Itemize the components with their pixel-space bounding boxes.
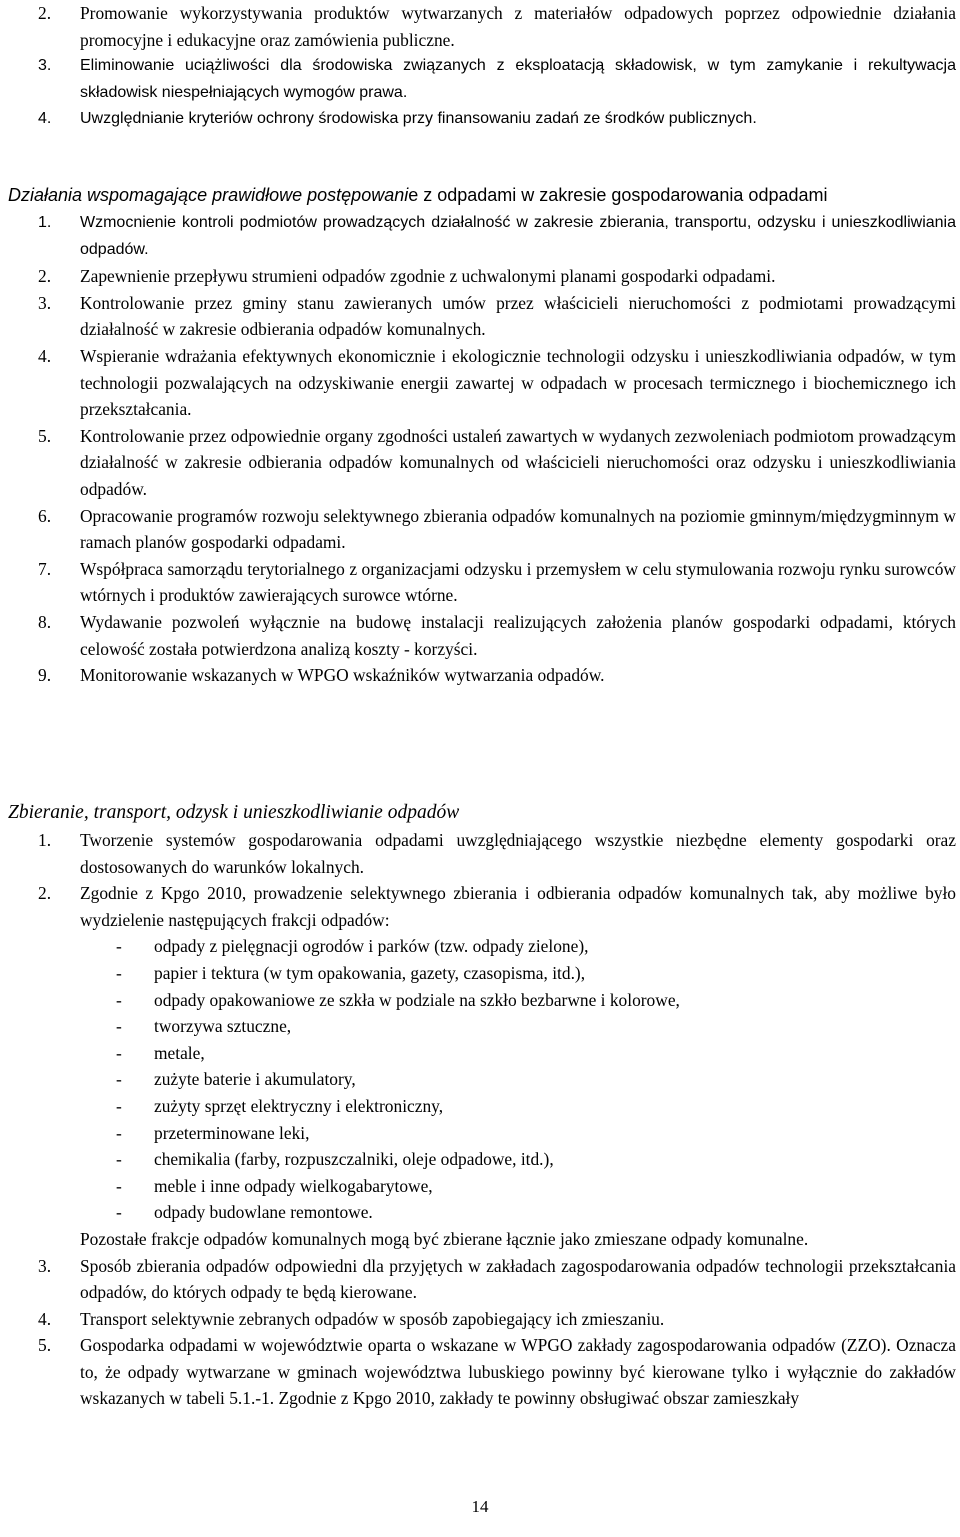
list-item — [8, 1253, 956, 1306]
list-item — [8, 0, 956, 53]
top-list — [8, 0, 956, 133]
remainder-note-text: Pozostałe frakcje odpadów komunalnych mogą być zbierane łącznie jako zmieszane odpady komunalne. — [80, 1228, 809, 1249]
list-item-number: 1. — [38, 830, 52, 850]
fraction-list — [8, 933, 956, 1226]
fraction-text: przeterminowane leki, — [154, 1122, 310, 1143]
fraction-item — [116, 987, 956, 1014]
list-item-number: 1. — [38, 214, 52, 231]
list-item — [8, 880, 956, 933]
dash-bullet: - — [116, 1069, 122, 1090]
list-item-text: Kontrolowanie przez gminy stanu zawieranych umów przez właścicieli nieruchomości z podmiotami prowadzącymi działalność w zakresie odbierania odpadów komunalnych. — [80, 292, 956, 340]
list-item — [8, 1332, 956, 1412]
list-item-number: 4. — [38, 110, 52, 128]
list-item — [8, 556, 956, 609]
list-item-text: Wydawanie pozwoleń wyłącznie na budowę instalacji realizujących założenia planów gospodarki odpadami, których celowość została potwierdzona analizą koszty - korzyści. — [80, 611, 956, 659]
section-heading: Zbieranie, transport, odzysk i unieszkodliwianie odpadów — [8, 802, 460, 823]
list-item-number: 4. — [38, 345, 52, 366]
fraction-text: odpady budowlane remontowe. — [154, 1202, 373, 1223]
fraction-text: meble i inne odpady wielkogabarytowe, — [154, 1175, 433, 1196]
list-item-text: Tworzenie systemów gospodarowania odpadami uwzględniającego wszystkie niezbędne elementy gospodarki oraz dostosowanych do warunków lokalnych. — [80, 830, 956, 877]
list-item-number: 3. — [38, 57, 52, 75]
section-measures — [8, 181, 956, 689]
list-item — [8, 827, 956, 880]
list-item-number: 9. — [38, 665, 52, 686]
fraction-item — [116, 1013, 956, 1040]
list-item-text: Eliminowanie uciążliwości dla środowiska związanych z eksploatacją składowisk, w tym zamykanie i rekultywacja składowisk niespełniających wymogów prawa. — [80, 57, 956, 101]
list-item-text: Kontrolowanie przez odpowiednie organy zgodności ustaleń zawartych w wydanych zezwoleniach podmiotom prowadzącym działalność w zakresie odbierania odpadów komunalnych od właścicieli nieruchomości oraz odzysku i unieszkodliwiania odpadów. — [80, 425, 956, 499]
list-item — [8, 503, 956, 556]
list-item-text: Wspieranie wdrażania efektywnych ekonomicznie i ekologicznie technologii odzysku i unieszkodliwiania odpadów, w tym technologii pozwalających na odzyskiwanie energii zawartej w odpadach w procesach termicznego i biochemicznego ich przekształcania. — [80, 345, 956, 420]
dash-bullet: - — [116, 1149, 122, 1170]
fraction-text: odpady z pielęgnacji ogrodów i parków (tzw. odpady zielone), — [154, 936, 589, 957]
dash-bullet: - — [116, 1202, 122, 1223]
list-item-number: 3. — [38, 292, 52, 313]
list-item — [8, 343, 956, 423]
dash-bullet: - — [116, 1122, 122, 1143]
list-item-number: 5. — [38, 1335, 52, 1356]
fraction-item — [116, 1066, 956, 1093]
fraction-item — [116, 1199, 956, 1226]
list-item-number: 8. — [38, 611, 52, 632]
list-item-text: Monitorowanie wskazanych w WPGO wskaźników wytwarzania odpadów. — [80, 665, 605, 686]
fraction-text: metale, — [154, 1042, 205, 1063]
list-item-number: 2. — [38, 883, 52, 904]
list-item-text: Zapewnienie przepływu strumieni odpadów zgodnie z uchwalonymi planami gospodarki odpadami. — [80, 266, 776, 287]
fraction-text: papier i tektura (w tym opakowania, gazety, czasopisma, itd.), — [154, 962, 586, 983]
list-item — [8, 210, 956, 263]
dash-bullet: - — [116, 1016, 122, 1037]
list-item-number: 3. — [38, 1255, 52, 1276]
fraction-item — [116, 1093, 956, 1120]
list-item-text: Gospodarka odpadami w województwie oparta o wskazane w WPGO zakłady zagospodarowania odpadów (ZZO). Oznacza to, że odpady wytwarzane w gminach województwa lubuskiego powinny być kierowane tylko i wyłącznie do zakładów wskazanych w tabeli 5.1.-1. Zgodnie z Kpgo 2010, zakłady te powinny obsługiwać obszar zamieszkały — [80, 1335, 956, 1409]
fraction-text: tworzywa sztuczne, — [154, 1016, 292, 1037]
fraction-text: zużyte baterie i akumulatory, — [154, 1069, 356, 1090]
dash-bullet: - — [116, 1175, 122, 1196]
list-item-number: 5. — [38, 425, 52, 446]
list-item-text: Opracowanie programów rozwoju selektywnego zbierania odpadów komunalnych na poziomie gminnym/międzygminnym w ramach planów gospodarki odpadami. — [80, 505, 956, 553]
section-heading — [8, 181, 956, 210]
fraction-item — [116, 960, 956, 987]
list-item-number: 2. — [38, 3, 52, 23]
list-item — [8, 263, 956, 290]
dash-bullet: - — [116, 1042, 122, 1063]
list-item-number: 6. — [38, 505, 52, 526]
dash-bullet: - — [116, 962, 122, 983]
fraction-text: chemikalia (farby, rozpuszczalniki, oleje odpadowe, itd.), — [154, 1149, 554, 1170]
list-item-text: Uwzględnianie kryteriów ochrony środowiska przy finansowaniu zadań ze środków publicznych. — [80, 110, 757, 128]
list-item-text: Zgodnie z Kpgo 2010, prowadzenie selektywnego zbierania i odbierania odpadów komunalnych tak, aby możliwe było wydzielenie następujących frakcji odpadów: — [80, 883, 956, 930]
list-item-text: Promowanie wykorzystywania produktów wytwarzanych z materiałów odpadowych poprzez odpowiednie działania promocyjne i edukacyjne oraz zamówienia publiczne. — [80, 3, 956, 50]
dash-bullet: - — [116, 1095, 122, 1116]
fraction-item — [116, 1173, 956, 1200]
list-item — [8, 53, 956, 106]
list-item — [8, 1306, 956, 1333]
dash-bullet: - — [116, 989, 122, 1010]
section-heading-rest: e z odpadami w zakresie gospodarowania odpadami — [408, 185, 828, 205]
fraction-item — [116, 1120, 956, 1147]
page-number: 14 — [471, 1497, 489, 1516]
list-item — [8, 609, 956, 662]
fraction-item — [116, 1040, 956, 1067]
list-item — [8, 106, 956, 133]
fraction-item — [116, 1146, 956, 1173]
list-item — [8, 290, 956, 343]
list-item-number: 2. — [38, 266, 52, 287]
list-item-text: Wzmocnienie kontroli podmiotów prowadzących działalność w zakresie zbierania, transportu, odzysku i unieszkodliwiania odpadów. — [80, 214, 956, 258]
section-heading-italic: Działania wspomagające prawidłowe postępowani — [8, 185, 409, 205]
list-item — [8, 423, 956, 503]
section-collection — [8, 798, 956, 1412]
remainder-note — [8, 1226, 956, 1253]
fraction-item — [116, 933, 956, 960]
list-item-text: Współpraca samorządu terytorialnego z organizacjami odzysku i przemysłem w celu stymulowania rozwoju rynku surowców wtórnych i produktów zawierających surowce wtórne. — [80, 558, 956, 606]
fraction-text: odpady opakowaniowe ze szkła w podziale na szkło bezbarwne i kolorowe, — [154, 989, 680, 1010]
list-item-number: 7. — [38, 558, 52, 579]
list-item-text: Transport selektywnie zebranych odpadów w sposób zapobiegający ich zmieszaniu. — [80, 1308, 665, 1329]
dash-bullet: - — [116, 936, 122, 957]
list-item-text: Sposób zbierania odpadów odpowiedni dla przyjętych w zakładach zagospodarowania odpadów technologii przekształcania odpadów, do których odpady te będą kierowane. — [80, 1255, 956, 1303]
fraction-text: zużyty sprzęt elektryczny i elektroniczny, — [154, 1095, 444, 1116]
list-item — [8, 662, 956, 689]
list-item-number: 4. — [38, 1308, 52, 1329]
